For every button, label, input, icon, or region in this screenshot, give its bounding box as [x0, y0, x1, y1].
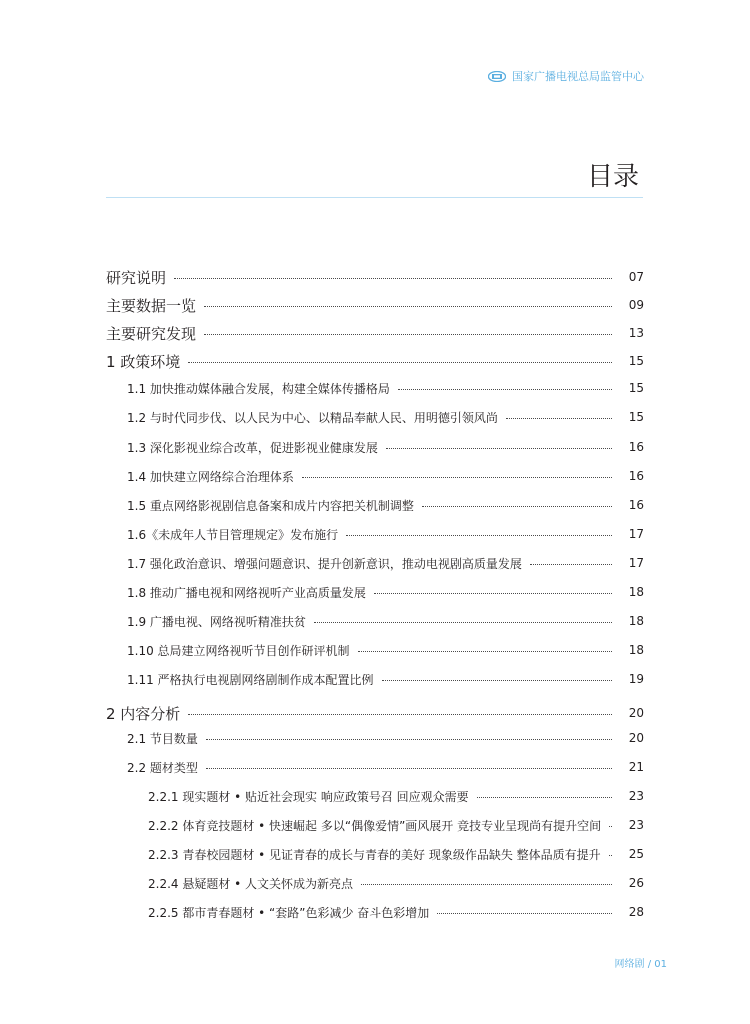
- toc-entry[interactable]: [106, 323, 612, 344]
- toc-entry-page: 17: [628, 556, 644, 570]
- toc-entry[interactable]: [106, 267, 612, 288]
- toc-entry-label: 1.2 与时代同步伐、以人民为中心、以精品奉献人民、用明德引领风尚: [127, 411, 498, 425]
- toc-entry[interactable]: [148, 904, 612, 921]
- toc-leader-dots: [206, 768, 612, 769]
- toc-entry-page: 18: [628, 643, 644, 657]
- toc-entry-label: 1.6《未成年人节目管理规定》发布施行: [127, 528, 339, 542]
- toc-entry-label: 主要研究发现: [106, 325, 197, 343]
- toc-entry-page: 15: [628, 410, 644, 424]
- toc-leader-dots: [374, 593, 612, 594]
- toc-entry[interactable]: [127, 555, 612, 572]
- toc-entry-page: 28: [628, 905, 644, 919]
- page-footer: 网络剧 / 01: [614, 959, 667, 970]
- toc-leader-dots: [382, 680, 612, 681]
- toc-entry[interactable]: [148, 846, 612, 863]
- toc-entry-label: 1.10 总局建立网络视听节目创作研评机制: [127, 644, 350, 658]
- toc-leader-dots: [437, 913, 612, 914]
- page-header: [488, 68, 644, 84]
- toc-leader-dots: [530, 564, 612, 565]
- toc-entry-page: 07: [628, 270, 644, 284]
- toc-leader-dots: [386, 448, 612, 449]
- toc-entry-label: 1.8 推动广播电视和网络视听产业高质量发展: [127, 586, 366, 600]
- toc-leader-dots: [346, 535, 612, 536]
- toc-entry[interactable]: [127, 671, 612, 688]
- toc-entry-label: 1.3 深化影视业综合改革，促进影视业健康发展: [127, 441, 378, 455]
- toc-leader-dots: [358, 651, 612, 652]
- toc-entry-label: 2.2.4 悬疑题材 • 人文关怀成为新亮点: [148, 877, 354, 891]
- toc-entry-page: 09: [628, 298, 644, 312]
- toc-entry[interactable]: [127, 526, 612, 543]
- toc-entry-label: 1.7 强化政治意识、增强问题意识、提升创新意识，推动电视剧高质量发展: [127, 557, 522, 571]
- toc-leader-dots: [506, 418, 612, 419]
- toc-leader-dots: [174, 278, 612, 279]
- toc-entry-label: 1 政策环境: [106, 353, 181, 371]
- toc-leader-dots: [206, 739, 612, 740]
- toc-entry-page: 20: [628, 731, 644, 745]
- toc-entry-label: 1.1 加快推动媒体融合发展，构建全媒体传播格局: [127, 382, 390, 396]
- toc-entry-label: 1.9 广播电视、网络视听精准扶贫: [127, 615, 306, 629]
- toc-leader-dots: [361, 884, 612, 885]
- toc-entry-page: 15: [628, 381, 644, 395]
- toc-entry-page: 16: [628, 440, 644, 454]
- toc-leader-dots: [477, 797, 612, 798]
- toc-entry-label: 2.2 题材类型: [127, 761, 198, 775]
- toc-leader-dots: [188, 714, 612, 715]
- toc-leader-dots: [204, 334, 612, 335]
- toc-entry-page: 18: [628, 585, 644, 599]
- toc-entry-page: 25: [628, 847, 644, 861]
- toc-entry-page: 13: [628, 326, 644, 340]
- toc-entry-label: 2.2.3 青春校园题材 • 见证青春的成长与青春的美好 现象级作品缺失 整体品质有提升: [148, 848, 601, 862]
- toc-entry-label: 研究说明: [106, 269, 167, 287]
- toc-entry[interactable]: [127, 380, 612, 397]
- toc-entry-page: 16: [628, 498, 644, 512]
- page-title: 目录: [586, 162, 639, 192]
- toc-entry-label: 2.2.5 都市青春题材 • “套路”色彩减少 奋斗色彩增加: [148, 906, 430, 920]
- toc-entry[interactable]: [127, 730, 612, 747]
- toc-entry-label: 1.4 加快建立网络综合治理体系: [127, 470, 294, 484]
- toc-entry[interactable]: [127, 759, 612, 776]
- toc-entry-label: 2.2.1 现实题材 • 贴近社会现实 响应政策号召 回应观众需要: [148, 790, 469, 804]
- toc-entry-page: 23: [628, 789, 644, 803]
- toc-leader-dots: [204, 306, 612, 307]
- logo-icon: [488, 71, 506, 82]
- header-org-name: 国家广播电视总局监管中心: [512, 70, 644, 83]
- toc-entry-page: 26: [628, 876, 644, 890]
- toc-entry[interactable]: [127, 409, 612, 426]
- toc-entry[interactable]: [127, 497, 612, 514]
- toc-entry[interactable]: [127, 613, 612, 630]
- toc-entry[interactable]: [127, 584, 612, 601]
- toc-entry-page: 21: [628, 760, 644, 774]
- toc-entry[interactable]: [127, 439, 612, 456]
- toc-leader-dots: [422, 506, 612, 507]
- toc-entry-page: 20: [628, 706, 644, 720]
- toc-leader-dots: [398, 389, 612, 390]
- toc-entry[interactable]: [106, 295, 612, 316]
- toc-entry-label: 主要数据一览: [106, 297, 197, 315]
- toc-entry-label: 1.11 严格执行电视剧网络剧制作成本配置比例: [127, 673, 374, 687]
- toc-entry-page: 16: [628, 469, 644, 483]
- toc-entry-label: 2 内容分析: [106, 705, 181, 723]
- toc-entry[interactable]: [106, 703, 612, 724]
- toc-entry-label: 2.1 节目数量: [127, 732, 198, 746]
- toc-leader-dots: [302, 477, 612, 478]
- toc-entry[interactable]: [148, 788, 612, 805]
- toc-leader-dots: [314, 622, 612, 623]
- toc-entry[interactable]: [127, 468, 612, 485]
- toc-entry-label: 1.5 重点网络影视剧信息备案和成片内容把关机制调整: [127, 499, 414, 513]
- toc-entry-label: 2.2.2 体育竞技题材 • 快速崛起 多以“偶像爱情”画风展开 竞技专业呈现尚有提升空间: [148, 819, 602, 833]
- toc-entry[interactable]: [106, 351, 612, 372]
- toc-entry[interactable]: [148, 875, 612, 892]
- title-divider: [106, 197, 643, 198]
- toc-entry-page: 15: [628, 354, 644, 368]
- toc-entry-page: 23: [628, 818, 644, 832]
- toc-entry[interactable]: [127, 642, 612, 659]
- toc-entry[interactable]: [148, 817, 612, 834]
- toc-entry-page: 17: [628, 527, 644, 541]
- toc-entry-page: 18: [628, 614, 644, 628]
- toc-entry-page: 19: [628, 672, 644, 686]
- toc-leader-dots: [188, 362, 612, 363]
